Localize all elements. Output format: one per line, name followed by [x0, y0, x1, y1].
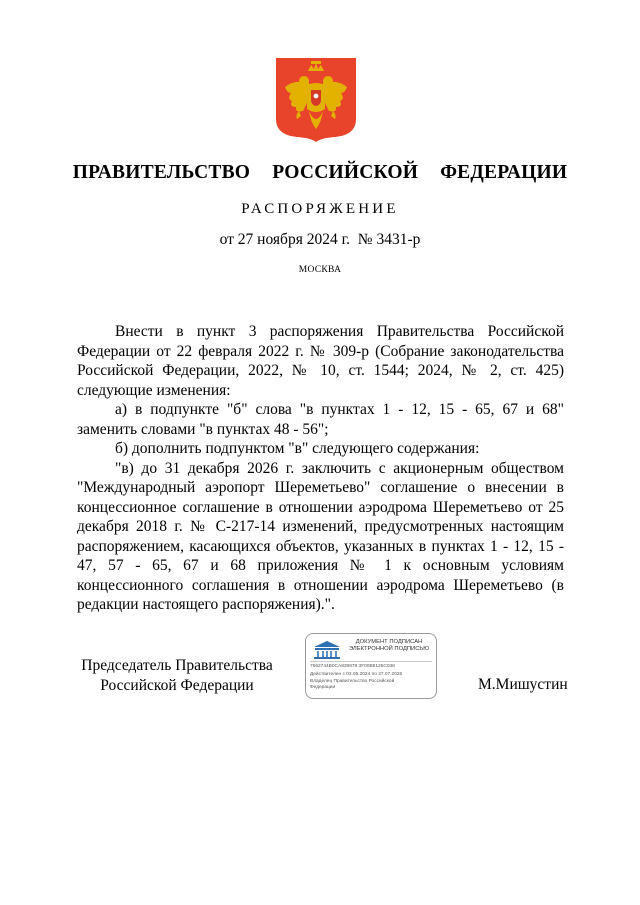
- stamp-heading-line: ДОКУМЕНТ ПОДПИСАН: [355, 639, 423, 645]
- document-type: РАСПОРЯЖЕНИЕ: [241, 201, 399, 217]
- document-body: [77, 322, 564, 615]
- signer-name: М.Мишустин: [478, 676, 568, 693]
- coat-of-arms-icon: [275, 57, 357, 143]
- signer-title-line: Председатель Правительства: [81, 657, 273, 674]
- body-paragraph: "в) до 31 декабря 2026 г. заключить с акционерным обществом "Международный аэропорт Шереметьево" соглашение о внесении в концессионное соглашение в отношении аэродрома Шереметьево от 25 декабря 2018 г. № С-217-14 изменений, предусмотренных настоящим распоряжением, касающихся объектов, указанных в пунктах 1 - 12, 15 - 47, 57 - 65, 67 и 68 приложения № 1 к основным условиям концессионного соглашения в отношении аэродрома Шереметьево (в редакции настоящего распоряжения).".: [77, 459, 564, 613]
- government-title: ПРАВИТЕЛЬСТВО РОССИЙСКОЙ ФЕДЕРАЦИИ: [72, 162, 568, 183]
- stamp-heading-line: ЭЛЕКТРОННОЙ ПОДПИСЬЮ: [348, 646, 430, 653]
- stamp-heading: [344, 639, 434, 653]
- signer-title: [77, 656, 277, 695]
- stamp-owner: Федерации: [310, 685, 336, 690]
- document-city: МОСКВА: [298, 265, 342, 275]
- stamp-owner: Владелец Правительство Российской: [310, 679, 395, 684]
- body-paragraph: Внести в пункт 3 распоряжения Правительства Российской Федерации от 22 февраля 2022 г. № 309-р (Собрание законодательства Российской Федерации, 2022, № 10, ст. 1544; 2024, № 2, ст. 425) следующие изменения:: [77, 323, 564, 399]
- body-paragraph: а) в подпункте "б" слова "в пунктах 1 - 12, 15 - 65, 67 и 68" заменить словами "в пунктах 48 - 56";: [77, 401, 564, 438]
- document-date-number: от 27 ноября 2024 г. № 3431-р: [219, 231, 421, 248]
- stamp-certificate: 7662744B0CA839978 3F00B8125C038: [310, 664, 395, 669]
- stamp-divider: [310, 661, 432, 662]
- government-building-icon: [312, 639, 342, 659]
- signer-title-line: Российской Федерации: [100, 676, 254, 694]
- electronic-signature-stamp: [305, 633, 437, 699]
- stamp-validity: Действителен с 03.05.2024 по 27.07.2025: [310, 672, 403, 677]
- body-paragraph: б) дополнить подпунктом "в" следующего содержания:: [115, 440, 480, 457]
